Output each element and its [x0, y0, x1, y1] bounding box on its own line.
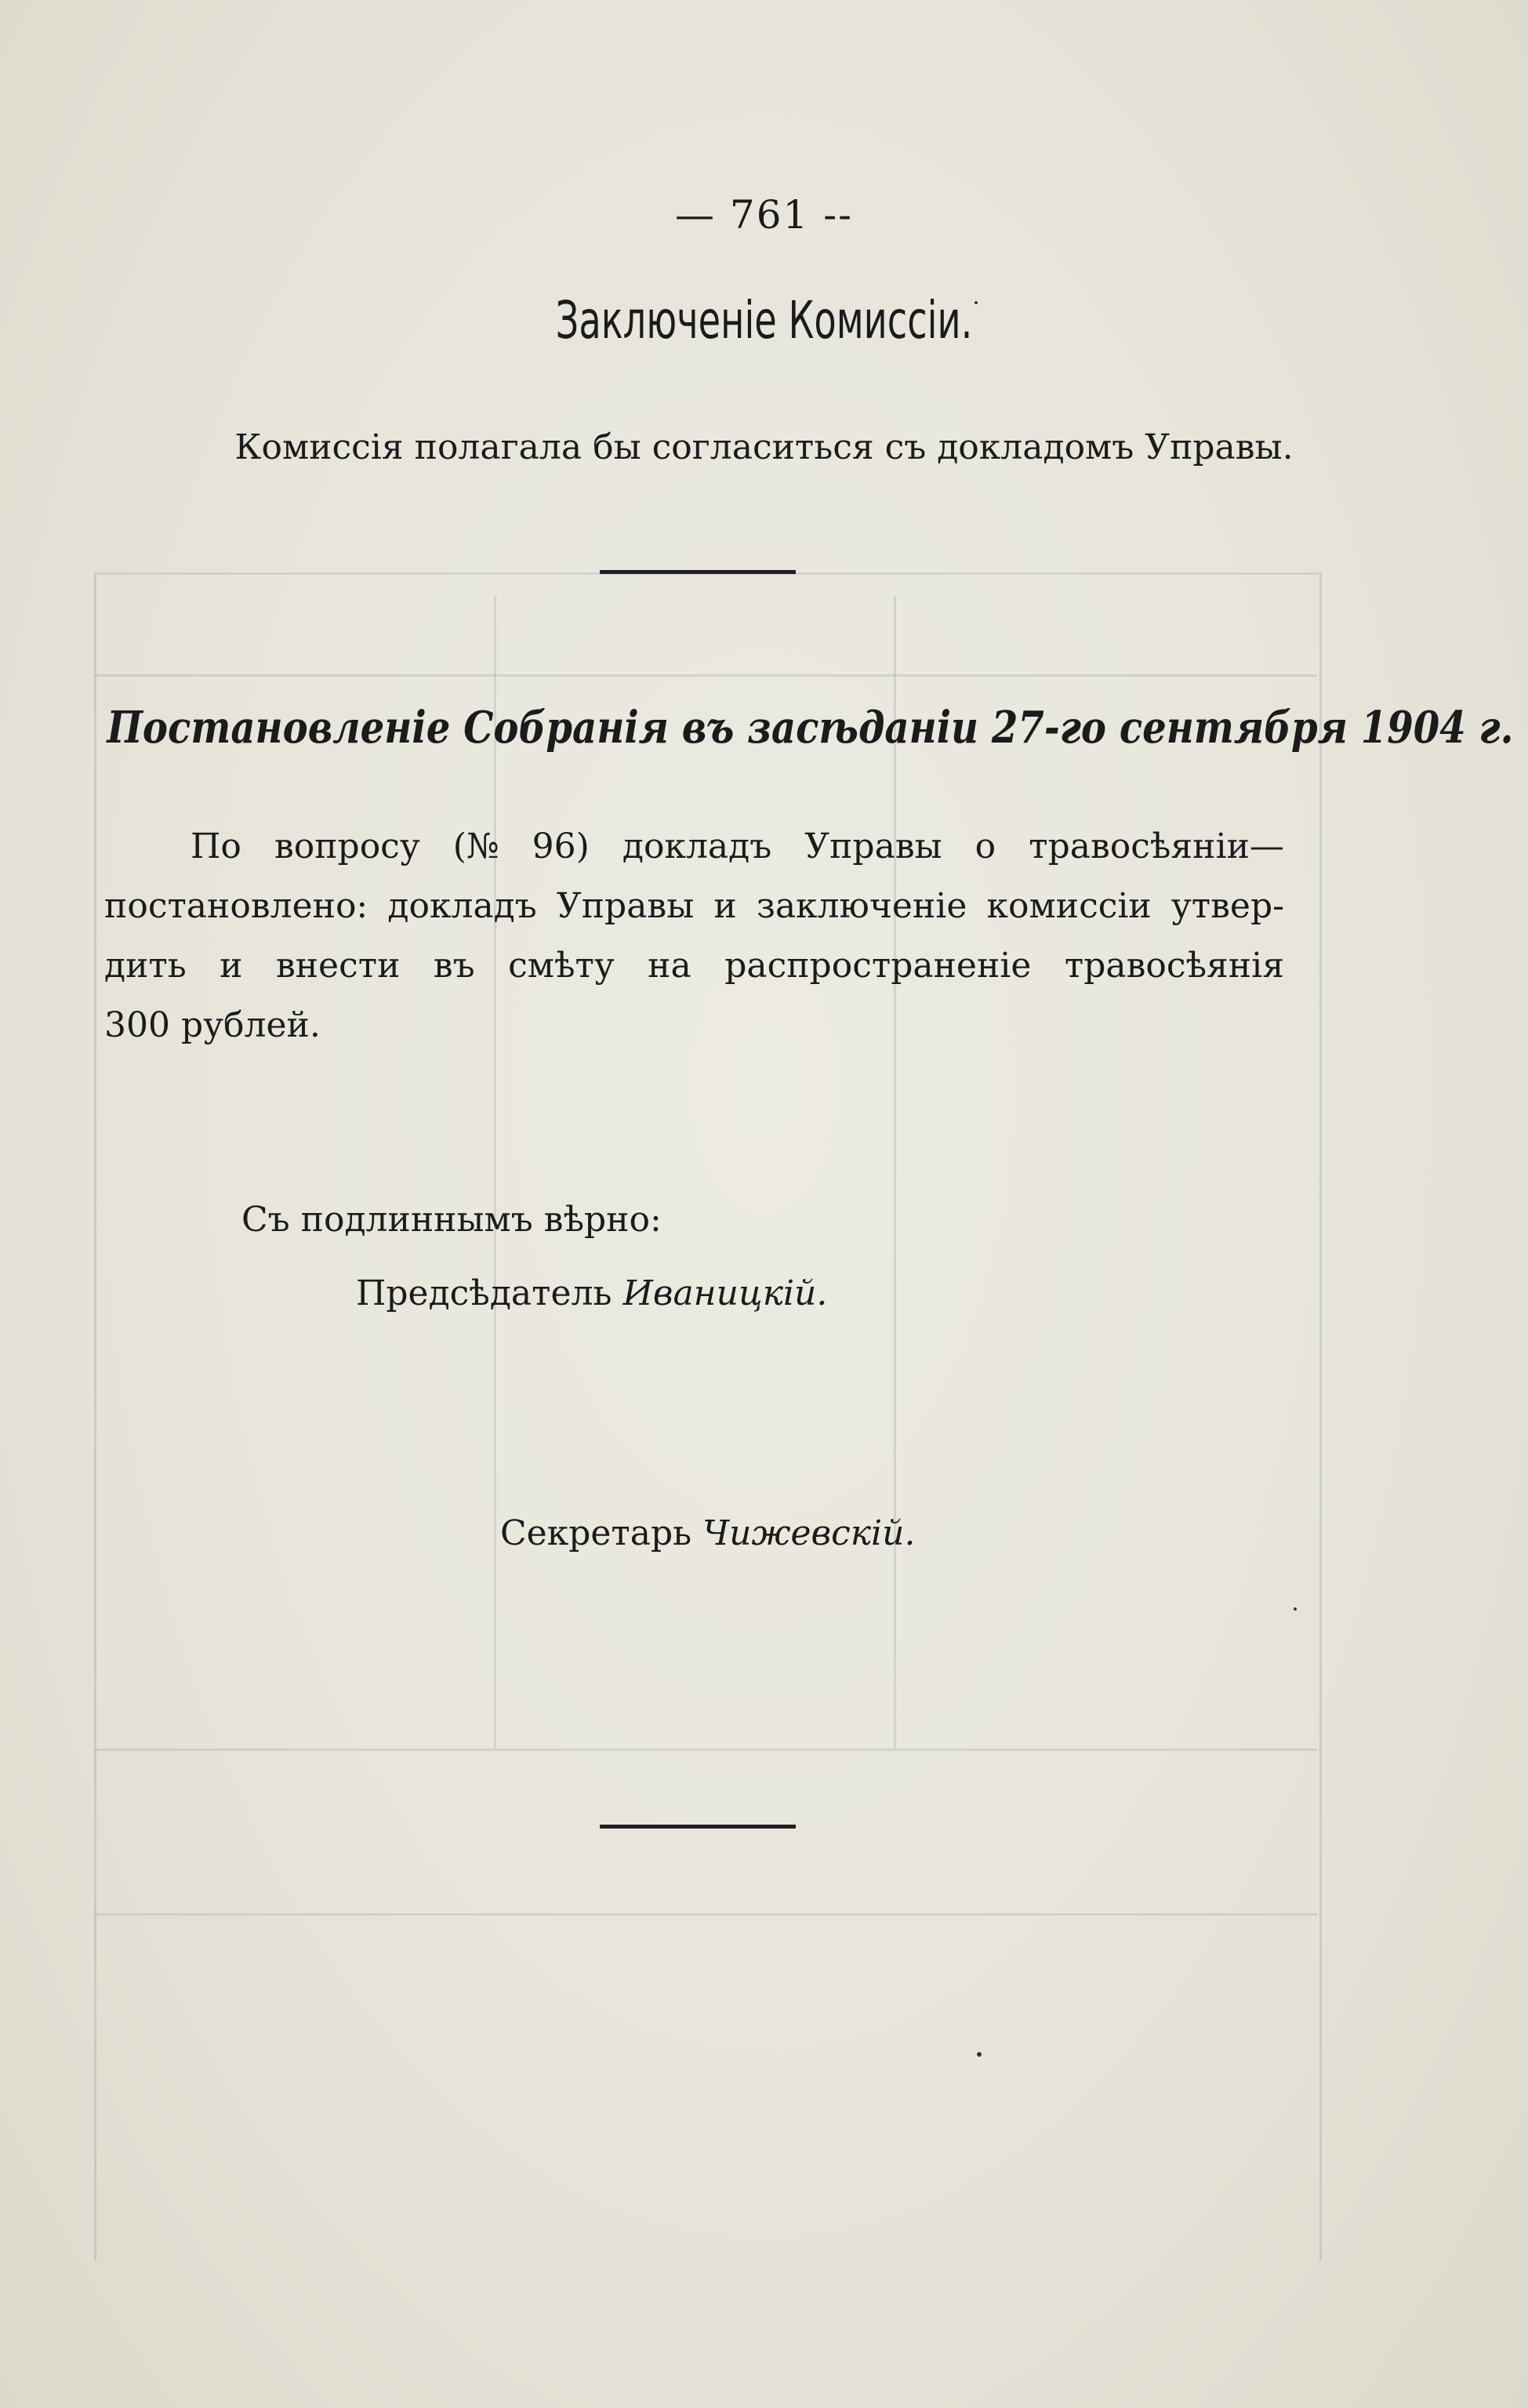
- paragraph-line: [104, 877, 1284, 936]
- resolution-title: Постановленіе Собранія въ засѣданіи 27-го сентября 1904 г.: [107, 702, 1514, 754]
- paragraph-line: [104, 996, 1284, 1055]
- divider-rule: [600, 570, 796, 574]
- word: вопросу: [274, 826, 420, 866]
- word: докладъ: [387, 886, 537, 926]
- word: въ: [433, 946, 475, 986]
- print-speck: [975, 301, 978, 304]
- word: докладъ: [622, 826, 772, 866]
- word: внести: [275, 946, 401, 986]
- word: на: [648, 946, 691, 986]
- bleed-through-rule: [894, 596, 896, 1749]
- word: и: [220, 946, 243, 986]
- word: 300: [104, 1005, 170, 1045]
- word: травосѣянія: [1064, 946, 1284, 986]
- word: По: [191, 826, 241, 866]
- commission-sentence: Комиссія полагала бы согласиться съ докладомъ Управы.: [234, 427, 1294, 467]
- word: рублей.: [180, 1005, 321, 1045]
- secretary-name: Чижевскій.: [702, 1513, 916, 1553]
- secretary-signature-line: [500, 1513, 915, 1553]
- word: комиссіи: [986, 886, 1152, 926]
- print-speck: [977, 2052, 982, 2057]
- resolution-paragraph: [104, 817, 1284, 1055]
- word: дить: [104, 946, 187, 986]
- paragraph-line: [104, 817, 1284, 877]
- secretary-label: Секретарь: [500, 1513, 692, 1553]
- bleed-through-rule: [494, 596, 496, 1749]
- chairman-label: Предсѣдатель: [356, 1273, 612, 1313]
- word: распространеніе: [724, 946, 1032, 986]
- word: заключеніе: [756, 886, 967, 926]
- bleed-through-rule: [94, 674, 1317, 677]
- chairman-name: Иваницкій.: [622, 1273, 828, 1313]
- page-number: — 761 --: [674, 192, 853, 238]
- word: утвер-: [1170, 886, 1284, 926]
- word: Управы: [804, 826, 942, 866]
- verification-note: Съ подлиннымъ вѣрно:: [241, 1200, 662, 1240]
- word: о: [975, 826, 996, 866]
- word: 96): [532, 826, 590, 866]
- print-speck: [1294, 1607, 1297, 1611]
- word: (№: [452, 826, 499, 866]
- word-space: [170, 996, 181, 1055]
- divider-rule: [600, 1825, 796, 1829]
- word: и: [713, 886, 737, 926]
- word: Управы: [556, 886, 695, 926]
- paragraph-line: [104, 936, 1284, 996]
- bleed-through-rule: [94, 1913, 1317, 1916]
- chairman-signature-line: [356, 1273, 827, 1313]
- bleed-through-rule: [94, 1749, 1317, 1751]
- word: постановлено:: [104, 886, 368, 926]
- section-heading: Заключеніе Комиссіи.: [555, 290, 973, 350]
- word: смѣту: [508, 946, 615, 986]
- word: травосѣяніи—: [1029, 826, 1284, 866]
